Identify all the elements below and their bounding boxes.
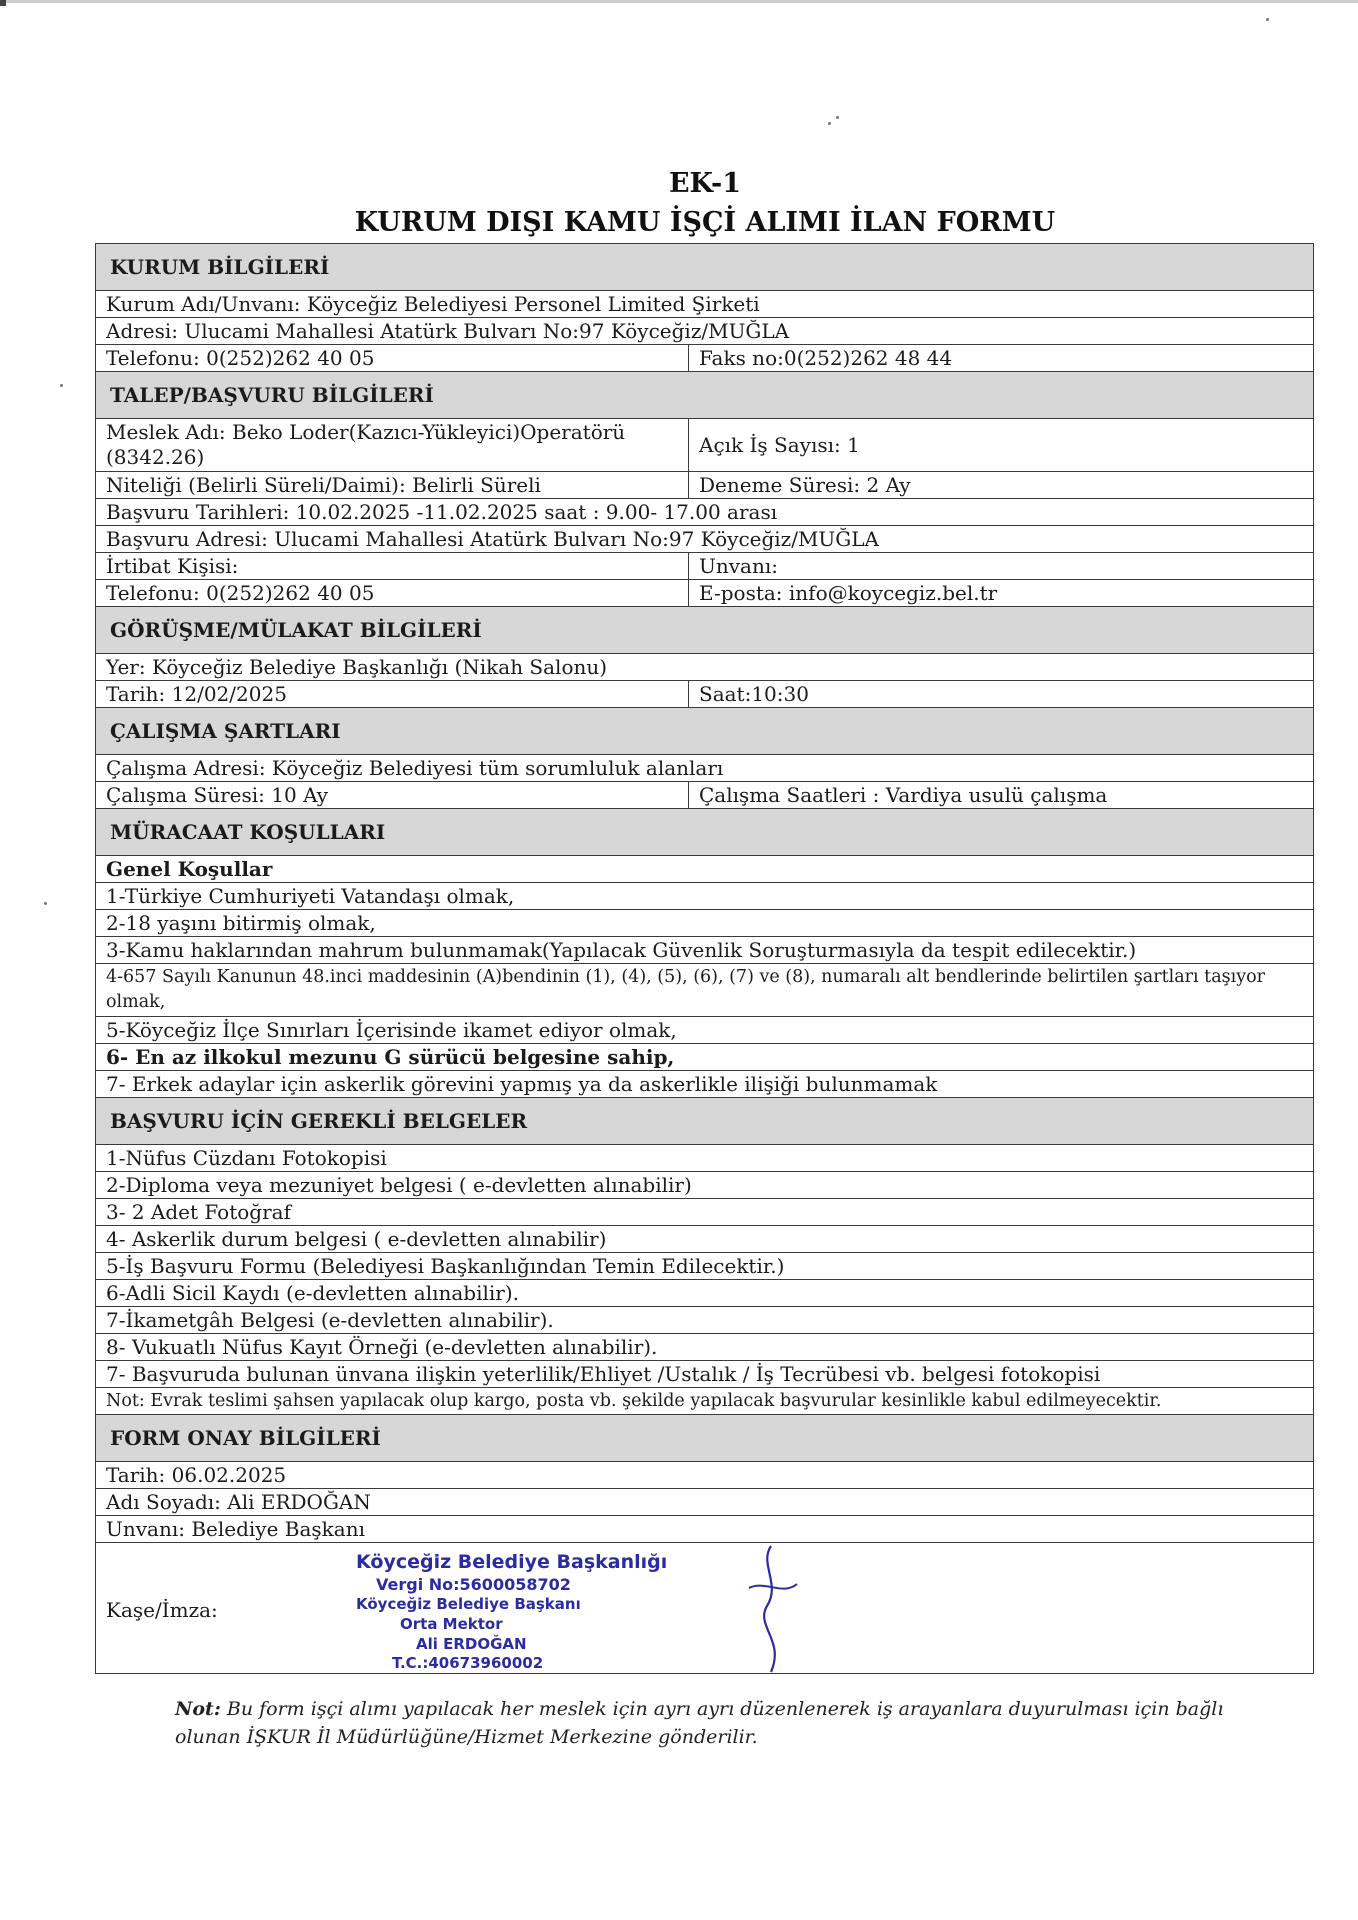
contact-person: İrtibat Kişisi: xyxy=(96,553,689,580)
contact-email: E-posta: info@koycegiz.bel.tr xyxy=(689,580,1314,607)
condition-item: 6- En az ilkokul mezunu G sürücü belgesine sahip, xyxy=(96,1044,1314,1071)
stamp-line: Ali ERDOĞAN xyxy=(416,1635,527,1653)
contact-title: Unvanı: xyxy=(689,553,1314,580)
section-header xyxy=(96,244,1314,291)
kurum-phone: Telefonu: 0(252)262 40 05 xyxy=(96,345,689,372)
kurum-heading: KURUM BİLGİLERİ xyxy=(96,244,1314,291)
onay-heading: FORM ONAY BİLGİLERİ xyxy=(96,1415,1314,1462)
section-header xyxy=(96,607,1314,654)
kurum-address: Adresi: Ulucami Mahallesi Atatürk Bulvarı No:97 Köyceğiz/MUĞLA xyxy=(96,318,1314,345)
document-item: 7-İkametgâh Belgesi (e-devletten alınabilir). xyxy=(96,1307,1314,1334)
form-code: EK-1 xyxy=(668,168,742,199)
interview-date: Tarih: 12/02/2025 xyxy=(96,681,689,708)
stamp-line: Köyceğiz Belediye Başkanlığı xyxy=(356,1551,668,1573)
footnote-text: Bu form işçi alımı yapılacak her meslek için ayrı ayrı düzenlenerek iş arayanlara duyurulması için bağlı olunan İŞKUR İl Müdürlüğüne/Hizmet Merkezine gönderilir. xyxy=(175,1698,1224,1748)
scan-speck xyxy=(836,116,839,119)
general-conditions-heading: Genel Koşullar xyxy=(96,856,1314,883)
stamp-line: T.C.:40673960002 xyxy=(392,1654,544,1672)
scan-speck xyxy=(1266,18,1269,21)
calisma-heading: ÇALIŞMA ŞARTLARI xyxy=(96,708,1314,755)
document-item: 8- Vukuatlı Nüfus Kayıt Örneği (e-devletten alınabilir). xyxy=(96,1334,1314,1361)
job-name: Meslek Adı: Beko Loder(Kazıcı-Yükleyici)Operatörü (8342.26) xyxy=(96,419,689,472)
official-stamp xyxy=(356,1544,716,1670)
work-hours: Çalışma Saatleri : Vardiya usulü çalışma xyxy=(689,782,1314,809)
document-item: 4- Askerlik durum belgesi ( e-devletten alınabilir) xyxy=(96,1226,1314,1253)
document-item: 1-Nüfus Cüzdanı Fotokopisi xyxy=(96,1145,1314,1172)
approver-title: Unvanı: Belediye Başkanı xyxy=(96,1516,1314,1543)
kurum-fax: Faks no:0(252)262 48 44 xyxy=(689,345,1314,372)
approver-name: Adı Soyadı: Ali ERDOĞAN xyxy=(96,1489,1314,1516)
stamp-line: Orta Mektor xyxy=(400,1615,503,1633)
scan-mark xyxy=(0,0,6,6)
mulakat-heading: GÖRÜŞME/MÜLAKAT BİLGİLERİ xyxy=(96,607,1314,654)
scan-speck xyxy=(828,122,831,125)
contact-phone: Telefonu: 0(252)262 40 05 xyxy=(96,580,689,607)
form-title: KURUM DIŞI KAMU İŞÇİ ALIMI İLAN FORMU xyxy=(354,207,1056,238)
interview-place: Yer: Köyceğiz Belediye Başkanlığı (Nikah Salonu) xyxy=(96,654,1314,681)
talep-heading: TALEP/BAŞVURU BİLGİLERİ xyxy=(96,372,1314,419)
document-item: 3- 2 Adet Fotoğraf xyxy=(96,1199,1314,1226)
job-nature: Niteliği (Belirli Süreli/Daimi): Belirli Süreli xyxy=(96,472,689,499)
section-header xyxy=(96,372,1314,419)
seal-label: Kaşe/İmza: xyxy=(106,1598,218,1622)
footnote xyxy=(175,1695,1235,1751)
scan-speck xyxy=(44,902,47,905)
scan-speck xyxy=(60,384,63,387)
condition-item: 5-Köyceğiz İlçe Sınırları İçerisinde ikamet ediyor olmak, xyxy=(96,1017,1314,1044)
stamp-line: Köyceğiz Belediye Başkanı xyxy=(356,1595,581,1613)
document-item: 5-İş Başvuru Formu (Belediyesi Başkanlığından Temin Edilecektir.) xyxy=(96,1253,1314,1280)
section-header xyxy=(96,708,1314,755)
document-item: 2-Diploma veya mezuniyet belgesi ( e-devletten alınabilir) xyxy=(96,1172,1314,1199)
muracaat-heading: MÜRACAAT KOŞULLARI xyxy=(96,809,1314,856)
section-header xyxy=(96,809,1314,856)
application-address: Başvuru Adresi: Ulucami Mahallesi Atatürk Bulvarı No:97 Köyceğiz/MUĞLA xyxy=(96,526,1314,553)
kurum-name: Kurum Adı/Unvanı: Köyceğiz Belediyesi Personel Limited Şirketi xyxy=(96,291,1314,318)
interview-time: Saat:10:30 xyxy=(689,681,1314,708)
condition-item: 1-Türkiye Cumhuriyeti Vatandaşı olmak, xyxy=(96,883,1314,910)
application-dates: Başvuru Tarihleri: 10.02.2025 -11.02.2025 saat : 9.00- 17.00 arası xyxy=(96,499,1314,526)
stamp-line: Vergi No:5600058702 xyxy=(376,1575,571,1594)
condition-item: 3-Kamu haklarından mahrum bulunmamak(Yapılacak Güvenlik Soruşturmasıyla da tespit edilecektir.) xyxy=(96,937,1314,964)
work-duration: Çalışma Süresi: 10 Ay xyxy=(96,782,689,809)
seal-signature-cell xyxy=(96,1543,1314,1674)
section-header xyxy=(96,1415,1314,1462)
section-header xyxy=(96,1098,1314,1145)
document-item: 6-Adli Sicil Kaydı (e-devletten alınabilir). xyxy=(96,1280,1314,1307)
work-address: Çalışma Adresi: Köyceğiz Belediyesi tüm sorumluluk alanları xyxy=(96,755,1314,782)
scan-top-edge xyxy=(0,0,1358,3)
approval-date: Tarih: 06.02.2025 xyxy=(96,1462,1314,1489)
document-item: 7- Başvuruda bulunan ünvana ilişkin yeterlilik/Ehliyet /Ustalık / İş Tecrübesi vb. belgesi fotokopisi xyxy=(96,1361,1314,1388)
signature-icon xyxy=(741,1544,801,1674)
condition-item: 4-657 Sayılı Kanunun 48.inci maddesinin (A)bendinin (1), (4), (5), (6), (7) ve (8), numaralı alt bendlerinde belirtilen şartları taşıyor olmak, xyxy=(96,964,1314,1017)
condition-item: 2-18 yaşını bitirmiş olmak, xyxy=(96,910,1314,937)
form-table xyxy=(95,243,1314,1674)
belgeler-heading: BAŞVURU İÇİN GEREKLİ BELGELER xyxy=(96,1098,1314,1145)
footnote-label: Not: xyxy=(175,1698,221,1720)
open-positions: Açık İş Sayısı: 1 xyxy=(689,419,1314,472)
document-note: Not: Evrak teslimi şahsen yapılacak olup kargo, posta vb. şekilde yapılacak başvurular kesinlikle kabul edilmeyecektir. xyxy=(96,1388,1314,1415)
trial-period: Deneme Süresi: 2 Ay xyxy=(689,472,1314,499)
condition-item: 7- Erkek adaylar için askerlik görevini yapmış ya da askerlikle ilişiği bulunmamak xyxy=(96,1071,1314,1098)
